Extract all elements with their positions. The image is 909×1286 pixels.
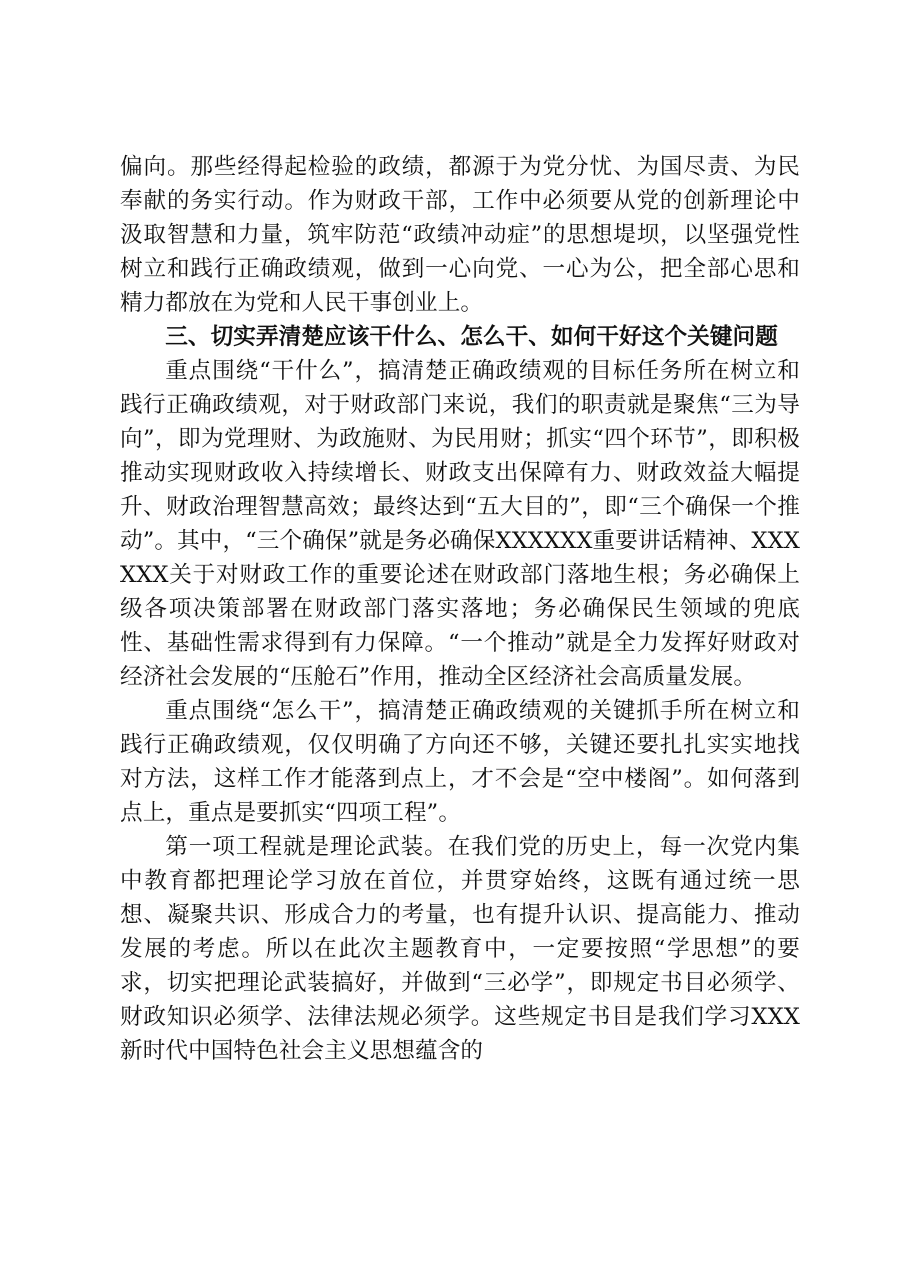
paragraph-how-to-do: 重点围绕“怎么干”，搞清楚正确政绩观的关键抓手所在树立和践行正确政绩观，仅仅明确了方向还不够，关键还要扎扎实实地找对方法，这样工作才能落到点上，才不会是“空中楼阁”。如何落到点上，重点是要抓实“四项工程”。 (120, 698, 800, 826)
paragraph-intro: 偏向。那些经得起检验的政绩，都源于为党分忧、为国尽责、为民奉献的务实行动。作为财政干部，工作中必须要从党的创新理论中汲取智慧和力量，筑牢防范“政绩冲动症”的思想堤坝，以坚强党性树立和践行正确政绩观，做到一心向党、一心为公，把全部心思和精力都放在为党和人民干事创业上。 (120, 154, 800, 316)
paragraph-what-to-do: 重点围绕“干什么”，搞清楚正确政绩观的目标任务所在树立和践行正确政绩观，对于财政部门来说，我们的职责就是聚焦“三为导向”，即为党理财、为政施财、为民用财；抓实“四个环节”，即积极推动实现财政收入持续增长、财政支出保障有力、财政效益大幅提升、财政治理智慧高效；最终达到“五大目的”，即“三个确保一个推动”。其中，“三个确保”就是务必确保XXXXXX重要讲话精神、XXXXXX关于对财政工作的重要论述在财政部门落地生根；务必确保上级各项决策部署在财政部门落实落地；务必确保民生领域的兜底性、基础性需求得到有力保障。“一个推动”就是全力发挥好财政对经济社会发展的“压舱石”作用，推动全区经济社会高质量发展。 (120, 358, 800, 690)
section-heading-3: 三、切实弄清楚应该干什么、怎么干、如何干好这个关键问题 (165, 324, 778, 350)
document-page (120, 150, 800, 1068)
paragraph-theory-project: 第一项工程就是理论武装。在我们党的历史上，每一次党内集中教育都把理论学习放在首位，并贯穿始终，这既有通过统一思想、凝聚共识、形成合力的考量，也有提升认识、提高能力、推动发展的考虑。所以在此次主题教育中，一定要按照“学思想”的要求，切实把理论武装搞好，并做到“三必学”，即规定书目必须学、财政知识必须学、法律法规必须学。这些规定书目是我们学习XXX新时代中国特色社会主义思想蕴含的 (120, 834, 800, 1064)
